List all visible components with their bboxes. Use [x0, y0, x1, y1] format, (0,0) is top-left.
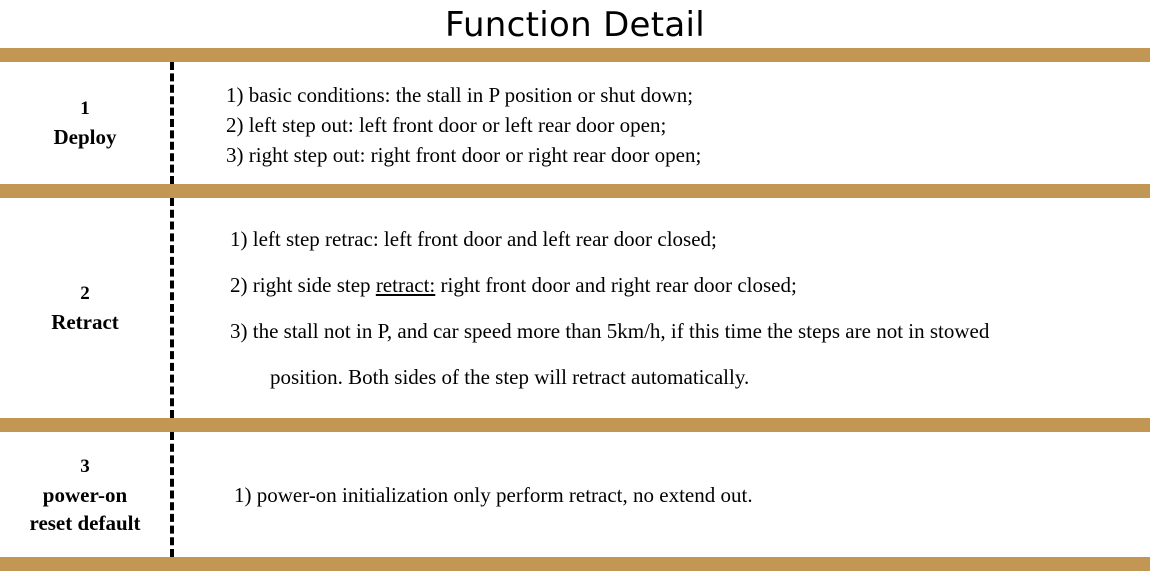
band-divider-middle-2 — [0, 418, 1150, 432]
table-row — [0, 432, 1150, 557]
content-line: 3) the stall not in P, and car speed more than 5km/h, if this time the steps are not in stowed — [230, 319, 990, 343]
row-name-line-2: reset default — [29, 510, 141, 535]
content-line-continuation — [230, 354, 1132, 400]
row-number: 3 — [80, 455, 90, 477]
table-row — [0, 62, 1150, 184]
band-divider-bottom — [0, 557, 1150, 571]
content-line-underlined — [230, 262, 1132, 308]
row-label-power-on-reset — [0, 432, 170, 557]
content-line-underlined-term: retract: — [375, 273, 436, 297]
page-title: Function Detail — [444, 5, 706, 45]
row-content-power-on-reset — [174, 432, 1150, 557]
row-content-retract — [174, 198, 1150, 418]
row-name: Deploy — [53, 125, 117, 149]
row-content-deploy — [174, 62, 1150, 184]
row-number: 1 — [80, 98, 90, 119]
content-line: 1) left step retrac: left front door and left rear door closed; — [230, 227, 717, 251]
content-line: 3) right step out: right front door or right rear door open; — [226, 143, 702, 167]
content-line: 1) basic conditions: the stall in P position or shut down; — [226, 83, 694, 107]
content-line-suffix: right front door and right rear door closed; — [435, 273, 797, 297]
content-line: 1) power-on initialization only perform retract, no extend out. — [234, 482, 753, 507]
content-line: 2) left step out: left front door or left rear door open; — [226, 113, 667, 137]
row-name: Retract — [51, 310, 119, 334]
row-label-retract — [0, 198, 170, 418]
row-name-line-1: power-on — [42, 482, 128, 507]
content-line-continuation-text: position. Both sides of the step will retract automatically. — [270, 365, 750, 389]
band-divider-top — [0, 48, 1150, 62]
band-divider-middle-1 — [0, 184, 1150, 198]
content-line-prefix: 2) right side step — [230, 273, 376, 297]
row-label-deploy — [0, 62, 170, 184]
row-number: 2 — [80, 283, 90, 304]
table-row — [0, 198, 1150, 418]
